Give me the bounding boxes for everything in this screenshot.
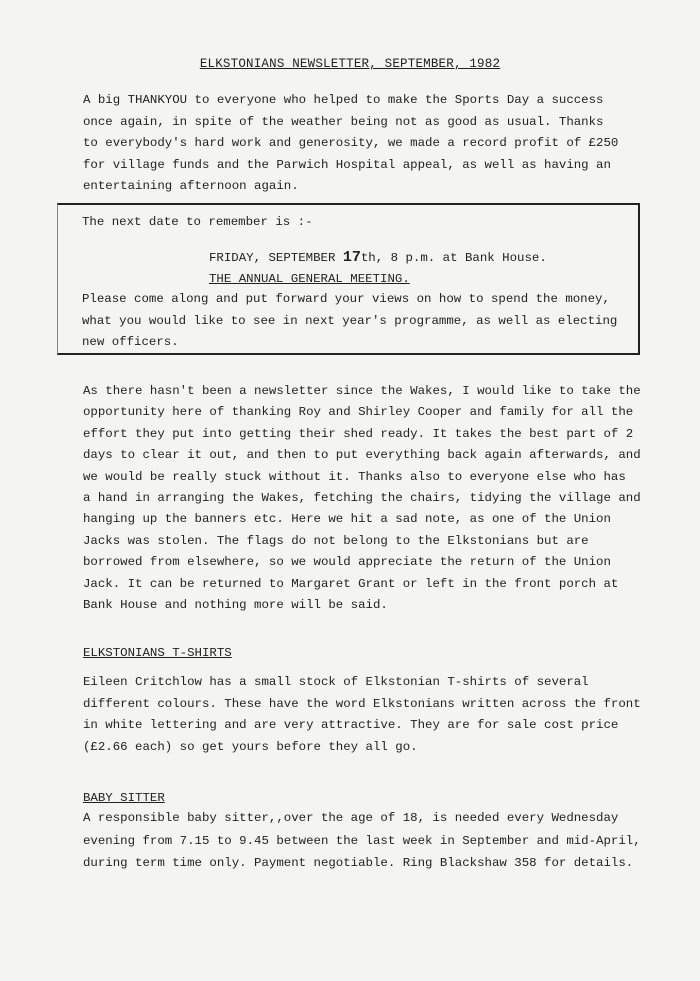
notice-intro: The next date to remember is :- [82,215,313,229]
meeting-title: THE ANNUAL GENERAL MEETING. [209,272,410,286]
notice-text: Please come along and put forward your views on how to spend the money, what you would like to see in next year's programme, as well as electing new officers. [82,292,618,349]
date-suffix: th, 8 p.m. at Bank House. [360,251,547,265]
sports-day-paragraph: A big THANKYOU to everyone who helped to make the Sports Day a success once again, in spite of the weather being not as good as usual. Thanks to everybody's hard work and generosity, we made a record profit of £250 for village funds and the Parwich Hospital appeal, as well as having an entertaining afternoon again. [83,93,619,193]
baby-sitter-heading: BABY SITTER [83,791,165,805]
date-prefix: FRIDAY, SEPTEMBER [209,251,343,265]
meeting-date [209,249,547,266]
date-day: 17 [342,249,361,266]
baby-sitter-paragraph: A responsible baby sitter,,over the age of 18, is needed every Wednesday evening from 7.15 to 9.45 between the last week in September and mid-April, during term time only. Payment negotiable. Ring Blackshaw 358 for details. [83,811,641,870]
tshirts-paragraph: Eileen Critchlow has a small stock of Elkstonian T-shirts of several different colours. These have the word Elkstonians written across the front in white lettering and are very attractive. They are for sale cost price (£2.66 each) so get yours before they all go. [83,675,641,754]
newsletter-title: ELKSTONIANS NEWSLETTER, SEPTEMBER, 1982 [199,57,501,71]
tshirts-heading: ELKSTONIANS T-SHIRTS [83,646,232,660]
agm-notice-box [57,203,640,355]
wakes-paragraph: As there hasn't been a newsletter since the Wakes, I would like to take the opportunity here of thanking Roy and Shirley Cooper and family for all the effort they put into getting their shed ready. It takes the best part of 2 days to clear it out, and then to put everything back again afterwards, and we would be really stuck without it. Thanks also to everyone else who has a hand in arranging the Wakes, fetching the chairs, tidying the village and hanging up the banners etc. Here we hit a sad note, as one of the Union Jacks was stolen. The flags do not belong to the Elkstonians but are borrowed from elsewhere, so we would appreciate the return of the Union Jack. It can be returned to Margaret Grant or left in the front porch at Bank House and nothing more will be said. [83,384,641,613]
